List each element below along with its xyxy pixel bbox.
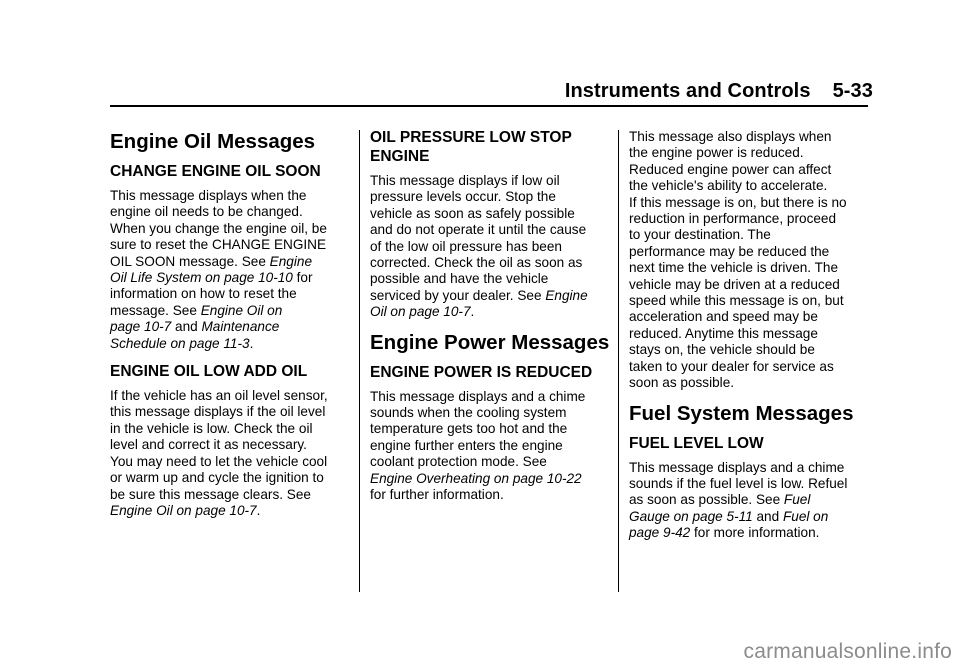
section-title: Instruments and Controls xyxy=(564,80,811,102)
text-line: reduced. Anytime this message xyxy=(629,325,818,341)
section-heading-engine-oil-messages: Engine Oil Messages xyxy=(110,130,316,153)
page-header xyxy=(565,80,873,103)
text-line: Engine Overheating on page 10-22 xyxy=(370,470,582,486)
text-line: When you change the engine oil, be xyxy=(110,220,327,236)
text-line: coolant protection mode. See xyxy=(370,454,547,470)
text-line: engine further enters the engine xyxy=(370,437,563,453)
text-line: message. See Engine Oil on xyxy=(110,302,283,318)
text-line: You may need to let the vehicle cool xyxy=(110,453,328,469)
subheading-engine-oil-low: ENGINE OIL LOW ADD OIL xyxy=(110,363,308,381)
column-3 xyxy=(629,120,869,552)
text-line: This message displays and a chime xyxy=(370,388,586,404)
text-line: next time the vehicle is driven. The xyxy=(629,260,839,276)
text-line: in the vehicle is low. Check the oil xyxy=(110,420,313,436)
text-line: or warm up and cycle the ignition to xyxy=(110,470,324,486)
subheading-change-engine-oil-soon: CHANGE ENGINE OIL SOON xyxy=(110,163,321,180)
text-line: performance may be reduced the xyxy=(629,243,830,259)
text-line: information on how to reset the xyxy=(110,286,297,302)
subheading-engine-power-reduced: ENGINE POWER IS REDUCED xyxy=(370,363,593,381)
text-line: serviced by your dealer. See Engine xyxy=(370,287,588,303)
text-line: page 9-42 for more information. xyxy=(629,525,820,541)
paragraph-oil-low xyxy=(110,388,354,519)
watermark: carmanualsonline.info xyxy=(743,640,952,663)
text-line: vehicle may be driven at a reduced xyxy=(629,276,840,292)
text-line: sounds when the cooling system xyxy=(370,405,567,421)
text-line: pressure levels occur. Stop the xyxy=(370,189,556,205)
text-line: acceleration and speed may be xyxy=(629,309,818,325)
section-heading-fuel-system-messages: Fuel System Messages xyxy=(629,401,854,425)
text-line: This message displays if low oil xyxy=(370,173,560,188)
text-line: of the low oil pressure has been xyxy=(370,238,562,254)
column-divider xyxy=(359,130,360,592)
text-line: corrected. Check the oil as soon as xyxy=(370,255,583,271)
paragraph-fuel-level xyxy=(629,460,869,542)
text-line: This message displays and a chime xyxy=(629,459,845,475)
text-line: speed while this message is on, but xyxy=(629,293,844,309)
text-line: Engine Oil on page 10-7. xyxy=(110,502,261,518)
column-divider xyxy=(618,130,619,592)
text-line: stays on, the vehicle should be xyxy=(629,342,815,358)
text-line: level and correct it as necessary. xyxy=(110,437,307,453)
text-line: If the vehicle has an oil level sensor, xyxy=(110,388,328,404)
paragraph-engine-power xyxy=(370,389,610,504)
text-line: Reduced engine power can affect xyxy=(629,161,832,177)
text-line: this message displays if the oil level xyxy=(110,404,326,420)
text-line: reduction in performance, proceed xyxy=(629,211,837,227)
text-line: Oil on page 10-7. xyxy=(370,304,475,320)
text-line: for further information. xyxy=(370,487,504,503)
page-number: 5-33 xyxy=(832,80,873,102)
paragraph-power-reduced-continued xyxy=(629,129,869,392)
text-line: Schedule on page 11-3. xyxy=(110,335,254,351)
paragraph-oil-pressure xyxy=(370,173,610,321)
text-line: engine oil needs to be changed. xyxy=(110,204,303,220)
text-line: soon as possible. xyxy=(629,375,735,391)
text-line: taken to your dealer for service as xyxy=(629,358,834,374)
text-line: possible and have the vehicle xyxy=(370,271,549,287)
text-line: This message also displays when xyxy=(629,129,832,144)
text-line: sure to reset the CHANGE ENGINE xyxy=(110,237,327,253)
text-line: Oil Life System on page 10-10 for xyxy=(110,270,313,286)
subheading-fuel-level-low: FUEL LEVEL LOW xyxy=(629,434,764,452)
text-line: Gauge on page 5-11 and Fuel on xyxy=(629,508,829,524)
subheading-oil-pressure-low: OIL PRESSURE LOW STOP ENGINE xyxy=(370,129,572,165)
text-line: the vehicle's ability to accelerate. xyxy=(629,178,828,194)
text-line: the engine power is reduced. xyxy=(629,145,804,161)
text-line: page 10-7 and Maintenance xyxy=(110,319,280,335)
text-line: to your destination. The xyxy=(629,227,771,243)
text-line: as soon as possible. See Fuel xyxy=(629,492,811,508)
column-2 xyxy=(370,120,610,514)
paragraph-change-oil xyxy=(110,188,354,352)
text-line: temperature gets too hot and the xyxy=(370,421,568,437)
text-line: and do not operate it until the cause xyxy=(370,222,587,238)
text-line: OIL SOON message. See Engine xyxy=(110,253,312,269)
text-line: If this message is on, but there is no xyxy=(629,194,847,210)
text-line: be sure this message clears. See xyxy=(110,486,311,502)
text-line: sounds if the fuel level is low. Refuel xyxy=(629,475,848,491)
text-line: vehicle as soon as safely possible xyxy=(370,205,575,221)
header-rule xyxy=(110,105,868,107)
column-1 xyxy=(110,120,354,529)
section-heading-engine-power-messages: Engine Power Messages xyxy=(370,330,610,354)
text-line: This message displays when the xyxy=(110,188,307,203)
